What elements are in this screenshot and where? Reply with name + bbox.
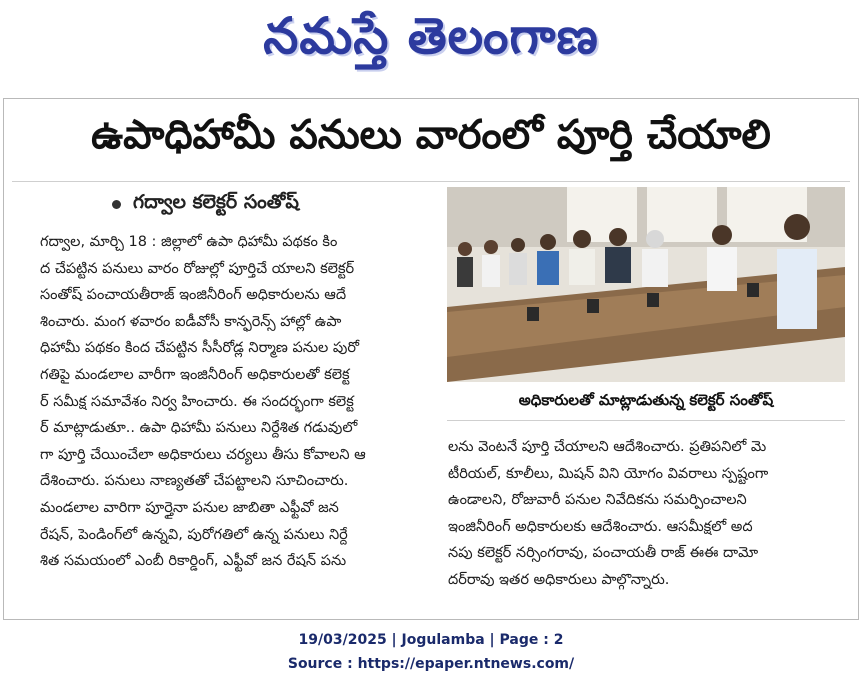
text-line: ద చేపట్టిన పనులు వారం రోజుల్లో పూర్తిచే యాలని కలెక్టర్ <box>40 260 355 277</box>
text-line: ర్ మాట్లాడుతూ.. ఉపా ధిహామీ పనులు నిర్దేశిత గడువులో <box>40 420 358 437</box>
text-line: ఉండాలని, రోజువారీ పనుల నివేదికను సమర్పించాలని <box>448 492 747 509</box>
text-line: నపు కలెక్టర్ నర్సింగరావు, పంచాయతీ రాజ్ ఈఈ దామో <box>448 545 759 562</box>
headline-divider <box>12 181 850 182</box>
footer-edition-info: 19/03/2025 | Jogulamba | Page : 2 <box>298 632 564 648</box>
text-line: సంతోష్ పంచాయతీరాజ్ ఇంజినీరింగ్ అధికారులను ఆదే <box>40 287 347 304</box>
photo-caption: అధికారులతో మాట్లాడుతున్న కలెక్టర్ సంతోష్ <box>447 384 845 421</box>
meeting-photo <box>447 187 845 382</box>
masthead <box>0 0 862 84</box>
text-line: దర్‌రావు ఇతర అధికారులు పాల్గొన్నారు. <box>448 571 670 588</box>
text-line: శించారు. మంగ ళవారం ఐడీవోసీ కాన్ఫరెన్స్ హాల్లో ఉపా <box>40 313 342 330</box>
text-line: ధిహామీ పథకం కింద చేపట్టిన సీసీరోడ్ల నిర్మాణ పనుల పురో <box>40 340 359 357</box>
meeting-photo-illustration <box>447 187 845 382</box>
text-line: గా పూర్తి చేయించేలా అధికారులు చర్యలు తీసు కోవాలని ఆ <box>40 446 366 463</box>
article-column-1 <box>40 229 434 575</box>
text-line: గద్వాల, మార్చి 18 : జిల్లాలో ఉపా ధిహామీ పథకం కిం <box>40 234 338 250</box>
text-line: రేషన్, పెండింగ్‌లో ఉన్నవి, పురోగతిలో ఉన్న పనులు నిర్దే <box>40 526 348 543</box>
text-line: ఇంజినీరింగ్ అధికారులకు ఆదేశించారు. ఆసమీక్షలో అద <box>448 518 753 535</box>
text-line: ర్ సమీక్ష సమావేశం నిర్వ హించారు. ఈ సందర్భంగా కలెక్ట <box>40 393 354 410</box>
text-line: మండలాల వారిగా పూర్తైనా పనుల జాబితా ఎఫ్టీవో జన <box>40 499 339 516</box>
text-line: టీరియల్, కూలీలు, మిషన్ విని యోగం వివరాలు స్పష్టంగా <box>448 465 769 482</box>
text-line: గతిపై మండలాల వారీగా ఇంజినీరింగ్ అధికారులతో కలెక్ట <box>40 366 350 383</box>
text-line: దేశించారు. పనులు నాణ్యతతో చేపట్టాలని సూచించారు. <box>40 473 349 490</box>
footer-source: Source : https://epaper.ntnews.com/ <box>287 656 575 672</box>
newspaper-logo: నమస్తే తెలంగాణ <box>263 6 599 65</box>
bullet-icon <box>112 200 121 209</box>
byline-text: గద్వాల కలెక్టర్ సంతోష్ <box>133 190 299 213</box>
article-column-2 <box>448 434 848 594</box>
text-line: శిత సమయంలో ఎంబీ రికార్డింగ్, ఎఫ్టీవో జన రేషన్ పను <box>40 553 347 570</box>
article-byline <box>112 187 299 221</box>
footer <box>0 628 862 676</box>
text-line: లను వెంటనే పూర్తి చేయాలని ఆదేశించారు. ప్రతిపనిలో మె <box>448 439 767 455</box>
article-headline: ఉపాధిహామీ పనులు వారంలో పూర్తి చేయాలి <box>91 112 771 158</box>
news-clipping <box>3 98 859 620</box>
